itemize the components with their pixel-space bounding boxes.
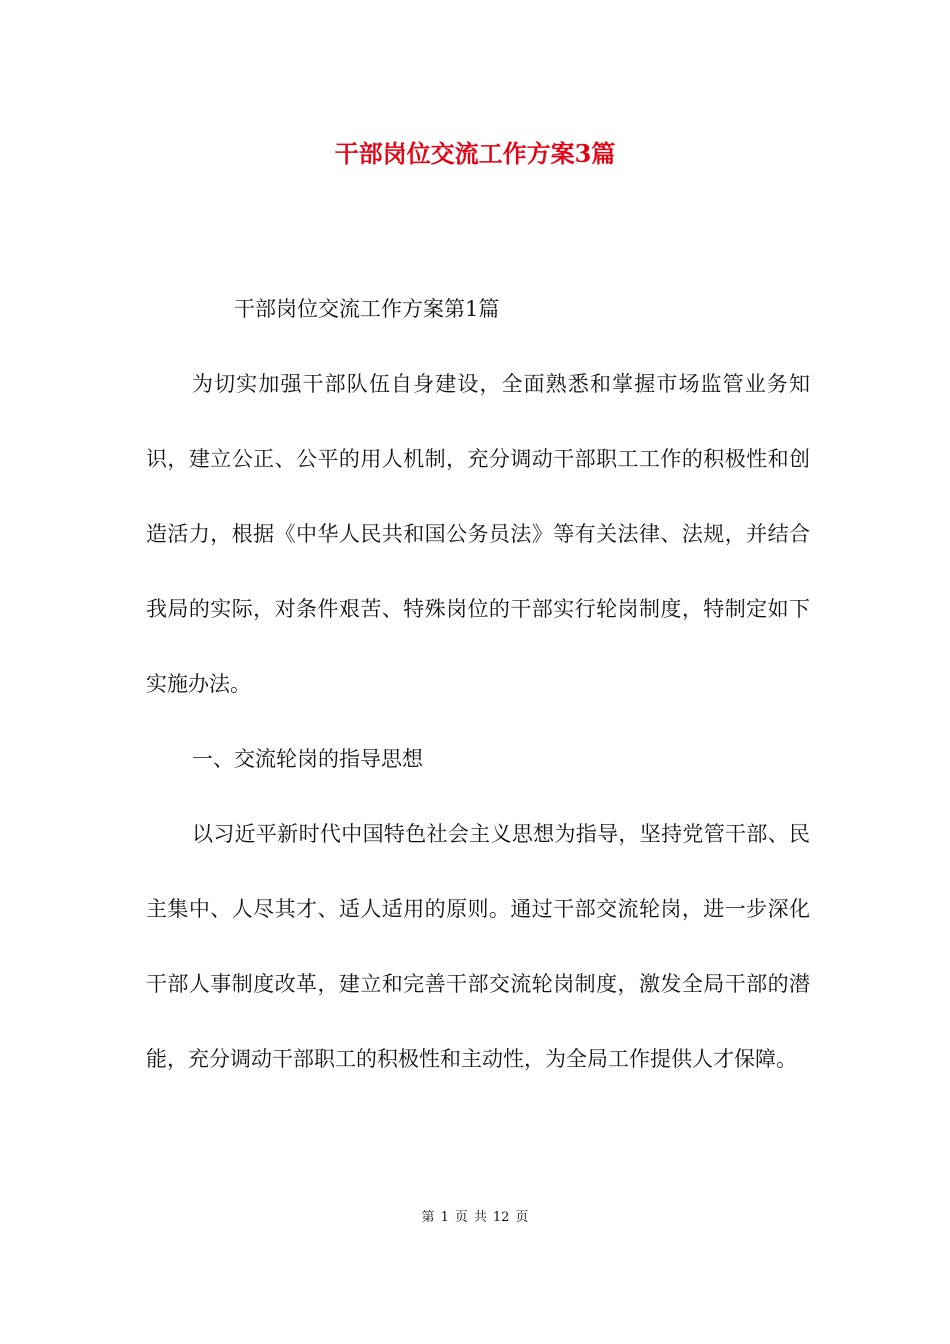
footer-current-page: 1 [440,1210,449,1225]
footer-page-word: 页 [454,1210,468,1225]
document-body [146,272,810,1097]
paragraph-intro: 为切实加强干部队伍自身建设，全面熟悉和掌握市场监管业务知识，建立公正、公平的用人机制，充分调动干部职工工作的积极性和创造活力，根据《中华人民共和国公务员法》等有关法律、法规，并结合我局的实际，对条件艰苦、特殊岗位的干部实行轮岗制度，特制定如下实施办法。 [146,372,810,696]
footer-prefix: 第 [421,1210,435,1225]
document-title: 干部岗位交流工作方案3篇 [334,139,616,168]
footer-total-word: 共 [473,1210,487,1225]
footer-suffix: 页 [515,1210,529,1225]
page-footer [0,1208,950,1228]
section-heading: 一、交流轮岗的指导思想 [192,747,423,771]
section-subtitle: 干部岗位交流工作方案第1篇 [234,297,500,321]
footer-total-pages: 12 [492,1210,510,1225]
paragraph-guiding-thought: 以习近平新时代中国特色社会主义思想为指导，坚持党管干部、民主集中、人尽其才、适人适用的原则。通过干部交流轮岗，进一步深化干部人事制度改革，建立和完善干部交流轮岗制度，激发全局干部的潜能，充分调动干部职工的积极性和主动性，为全局工作提供人才保障。 [146,822,810,1071]
